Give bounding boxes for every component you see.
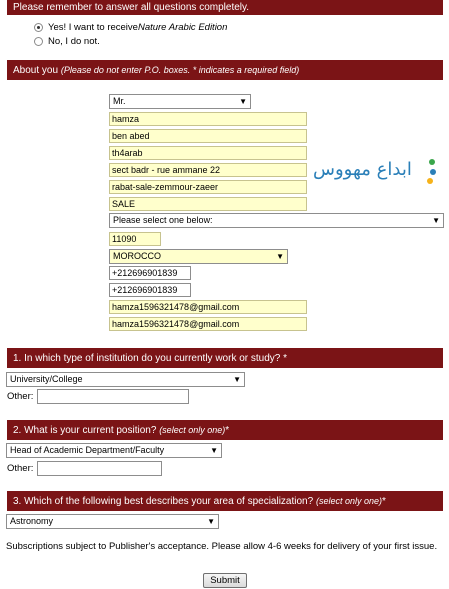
q2-hint: (select only one): [159, 425, 226, 435]
about-note: (Please do not enter P.O. boxes. * indicates a required field): [60, 65, 300, 75]
division-field[interactable]: rabat-sale-zemmour-zaeer: [109, 180, 307, 194]
chevron-down-icon: ▼: [210, 446, 218, 455]
q3-title: 3. Which of the following best describes your area of specialization?: [13, 495, 314, 507]
chevron-down-icon: ▼: [233, 375, 241, 384]
last-name-field[interactable]: ben abed: [109, 129, 307, 143]
title-select[interactable]: [109, 94, 251, 109]
zip-field[interactable]: 11090: [109, 232, 161, 246]
country-select-value: MOROCCO: [113, 251, 161, 261]
q1-other-label: Other:: [7, 391, 34, 402]
email-field[interactable]: hamza1596321478@gmail.com: [109, 300, 307, 314]
chevron-down-icon: ▼: [207, 517, 215, 526]
radio-yes-row[interactable]: [34, 22, 227, 33]
q3-header: [7, 491, 443, 511]
phone-field[interactable]: +212696901839: [109, 266, 191, 280]
reminder-text: Please remember to answer all questions completely.: [13, 2, 250, 13]
q1-select[interactable]: [6, 372, 245, 387]
title-select-value: Mr.: [113, 96, 126, 106]
state-select-value: Please select one below:: [113, 215, 213, 225]
about-title: About you: [13, 64, 59, 76]
about-section-header: [7, 60, 443, 80]
edition-title: Nature Arabic Edition: [137, 22, 228, 33]
radio-no[interactable]: [34, 37, 43, 46]
q1-select-value: University/College: [10, 374, 83, 384]
q2-select[interactable]: [6, 443, 222, 458]
email-confirm-field[interactable]: hamza1596321478@gmail.com: [109, 317, 307, 331]
state-select[interactable]: [109, 213, 444, 228]
q1-title: 1. In which type of institution do you currently work or study? *: [13, 352, 288, 364]
q2-other-label: Other:: [7, 463, 34, 474]
city-field[interactable]: SALE: [109, 197, 307, 211]
q1-other-input[interactable]: [37, 389, 189, 404]
chevron-down-icon: ▼: [276, 252, 284, 261]
watermark-logo-icon: [416, 150, 438, 188]
q3-select[interactable]: [6, 514, 219, 529]
radio-yes-label: Yes! I want to receive: [48, 22, 138, 33]
q2-select-value: Head of Academic Department/Faculty: [10, 445, 165, 455]
q1-header: [7, 348, 443, 368]
first-name-field[interactable]: hamza: [109, 112, 307, 126]
radio-no-label: No, I do not.: [48, 36, 100, 47]
address-field[interactable]: sect badr - rue ammane 22: [109, 163, 307, 177]
q3-hint: (select only one): [315, 496, 382, 506]
watermark: [313, 150, 438, 188]
q3-star: *: [382, 495, 386, 507]
submit-button[interactable]: Submit: [203, 573, 247, 588]
fax-field[interactable]: +212696901839: [109, 283, 191, 297]
chevron-down-icon: ▼: [239, 97, 247, 106]
country-select[interactable]: [109, 249, 288, 264]
q2-title: 2. What is your current position?: [13, 424, 157, 436]
watermark-text: ابداع مهووس: [313, 158, 412, 180]
radio-yes[interactable]: [34, 23, 43, 32]
company-field[interactable]: th4arab: [109, 146, 307, 160]
subscription-note: Subscriptions subject to Publisher's acceptance. Please allow 4-6 weeks for delivery of your first issue.: [6, 541, 438, 552]
q3-select-value: Astronomy: [10, 516, 54, 526]
q2-star: *: [225, 424, 230, 436]
reminder-banner: [7, 0, 443, 15]
q2-other-input[interactable]: [37, 461, 162, 476]
q2-header: [7, 420, 443, 440]
chevron-down-icon: ▼: [432, 216, 440, 225]
radio-no-row[interactable]: [34, 36, 100, 47]
